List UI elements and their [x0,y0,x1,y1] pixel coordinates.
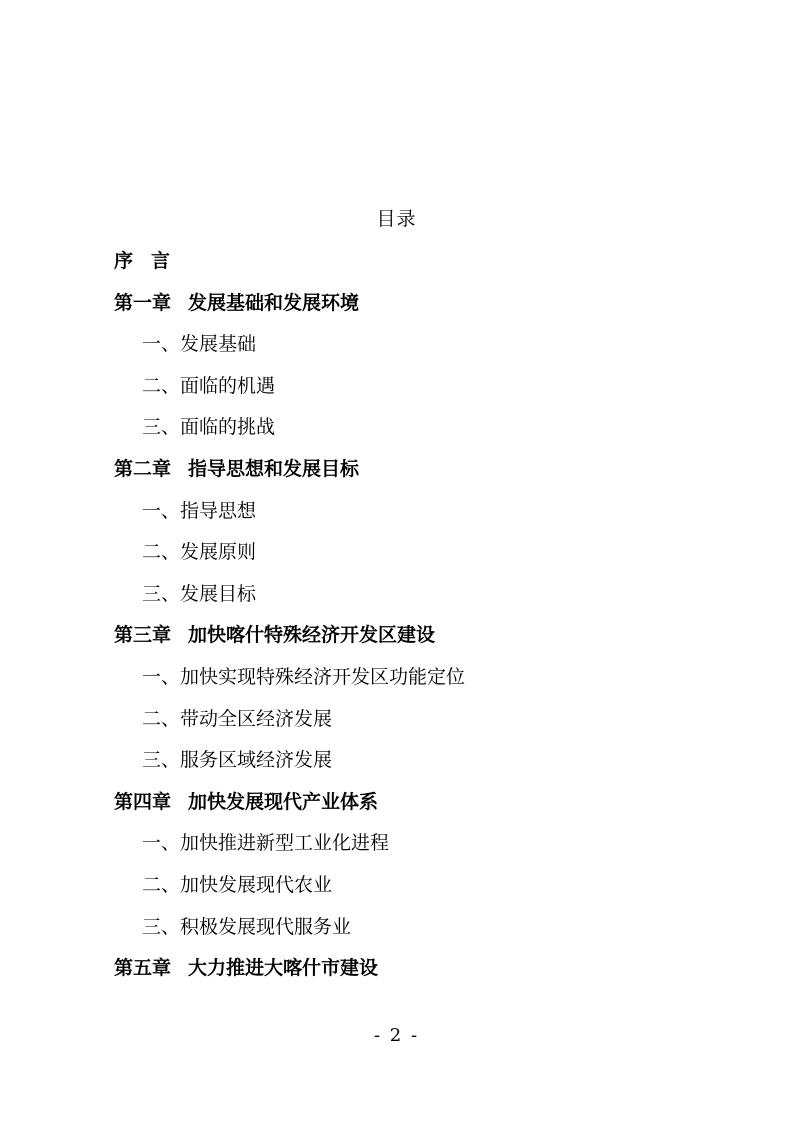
toc-section[interactable]: 一、加快推进新型工业化进程 [142,832,390,855]
chapter-title: 发展基础和发展环境 [188,291,360,314]
chapter-number: 第四章 [114,790,172,813]
chapter-title: 加快发展现代产业体系 [188,790,379,813]
toc-section[interactable]: 一、发展基础 [142,333,257,356]
chapter-number: 第二章 [114,457,172,480]
toc-section[interactable]: 二、发展原则 [142,541,257,564]
toc-chapter-4[interactable] [114,788,714,830]
toc-section[interactable]: 一、加快实现特殊经济开发区功能定位 [142,665,466,688]
chapter-number: 第一章 [114,291,172,314]
toc-chapter-3[interactable] [114,621,714,663]
toc-section[interactable]: 三、服务区域经济发展 [142,749,333,772]
chapter-title: 大力推进大喀什市建设 [188,957,379,980]
toc-section[interactable]: 二、加快发展现代农业 [142,873,333,896]
chapter-number: 第五章 [114,957,172,980]
toc-section[interactable]: 三、发展目标 [142,582,257,605]
page-number: - 2 - [373,1025,420,1046]
toc-section[interactable]: 三、积极发展现代服务业 [142,915,352,938]
toc-preface-label: 序言 [114,250,189,272]
chapter-title: 加快喀什特殊经济开发区建设 [188,624,436,647]
toc-preface[interactable] [114,247,714,289]
toc-section[interactable]: 二、面临的机遇 [142,374,276,397]
chapter-number: 第三章 [114,624,172,647]
toc-section[interactable]: 三、面临的挑战 [142,416,276,439]
toc-chapter-2[interactable] [114,455,714,497]
table-of-contents [114,247,714,996]
toc-section[interactable]: 二、带动全区经济发展 [142,707,333,730]
toc-title: 目录 [376,208,417,230]
chapter-title: 指导思想和发展目标 [188,457,360,480]
toc-chapter-5[interactable] [114,954,714,996]
toc-chapter-1[interactable] [114,289,714,331]
toc-section[interactable]: 一、指导思想 [142,499,257,522]
